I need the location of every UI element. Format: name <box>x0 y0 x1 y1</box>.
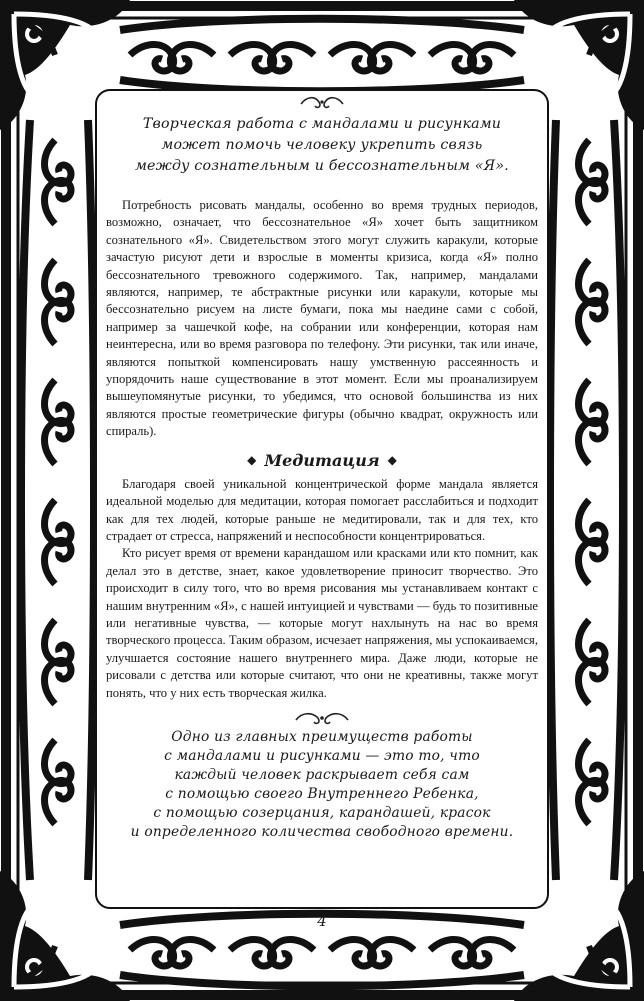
body-paragraph: Потребность рисовать мандалы, особенно во время трудных периодов, возможно, означает, что бессознательное «Я» хочет быть защитником сознательного «Я». Свидетельством этого могут служить каракули, которые зачастую рисуют дети и взрослые в моменты кризиса, когда «Я» полно бессознательного тревожного содержимого. Так, например, мандалами являются, например, те абстрактные рисунки или каракули, которые мы бессознательно рисуем на листе бумаги, пока мы наедине сами с собой, например за чашечкой кофе, на собрании или конференции, которая нам неинтересна, или во время разговора по телефону. Эти рисунки, так или иначе, являются попыткой компенсировать нашу умственную рассеянность и упорядочить наше существование в этот момент. Если мы проанализируем вышеупомянутые рисунки, то убедимся, что основой большинства из них являются простые геометрические фигуры (обычно квадрат, окружность или спираль). <box>106 198 538 439</box>
page-content <box>106 96 538 896</box>
diamond-ornament-icon: ◆ <box>247 453 257 468</box>
body-paragraph: Благодаря своей уникальной концентрической форме мандала является идеальной моделью для медитации, которая помогает расслабиться и подходит как для тех людей, которые раньше не медитировали, так и для тех, кто страдает от стресса, напряжений и неспособности концентрироваться. <box>106 476 538 543</box>
top-quote-line: может помочь человеку укрепить связь <box>161 137 483 153</box>
bottom-quote <box>106 728 538 842</box>
top-quote-line: между сознательным и бессознательным «Я». <box>135 158 509 174</box>
bottom-quote-line: с помощью созерцания, карандашей, красок <box>153 804 491 821</box>
section-heading <box>106 451 538 470</box>
bottom-quote-line: Одно из главных преимуществ работы <box>171 728 473 745</box>
bottom-quote-line: с помощью своего Внутреннего Ребенка, <box>165 785 479 802</box>
bottom-quote-line: с мандалами и рисунками — это то, что <box>164 747 480 764</box>
section-heading-text: Медитация <box>264 450 380 470</box>
bottom-quote-line: каждый человек раскрывает себя сам <box>174 766 470 783</box>
bottom-quote-line: и определенного количества свободного времени. <box>130 823 514 840</box>
page-number: 4 <box>317 912 327 930</box>
diamond-ornament-icon: ◆ <box>387 453 397 468</box>
swirl-divider-icon <box>297 96 347 110</box>
swirl-divider-icon <box>292 712 352 726</box>
top-quote <box>106 114 538 177</box>
top-quote-line: Творческая работа с мандалами и рисунками <box>142 116 502 132</box>
body-paragraph: Кто рисует время от времени карандашом или красками или кто помнит, как делал это в детстве, знает, какое удовлетворение приносит творчество. Это происходит в силу того, что во время рисования мы устанавливаем контакт с нашим внутренним «Я», с нашей интуицией и чувствами — будь то позитивные или негативные чувства, — которые могут нахлынуть на нас во время творческого процесса. Таким образом, исчезает напряжения, мы успокаиваемся, улучшается состояние нашего внутреннего мира. Даже люди, которые не рисовали с детства или которые считают, что они не креативны, также могут понять, что у них есть творческая жилка. <box>106 546 538 700</box>
